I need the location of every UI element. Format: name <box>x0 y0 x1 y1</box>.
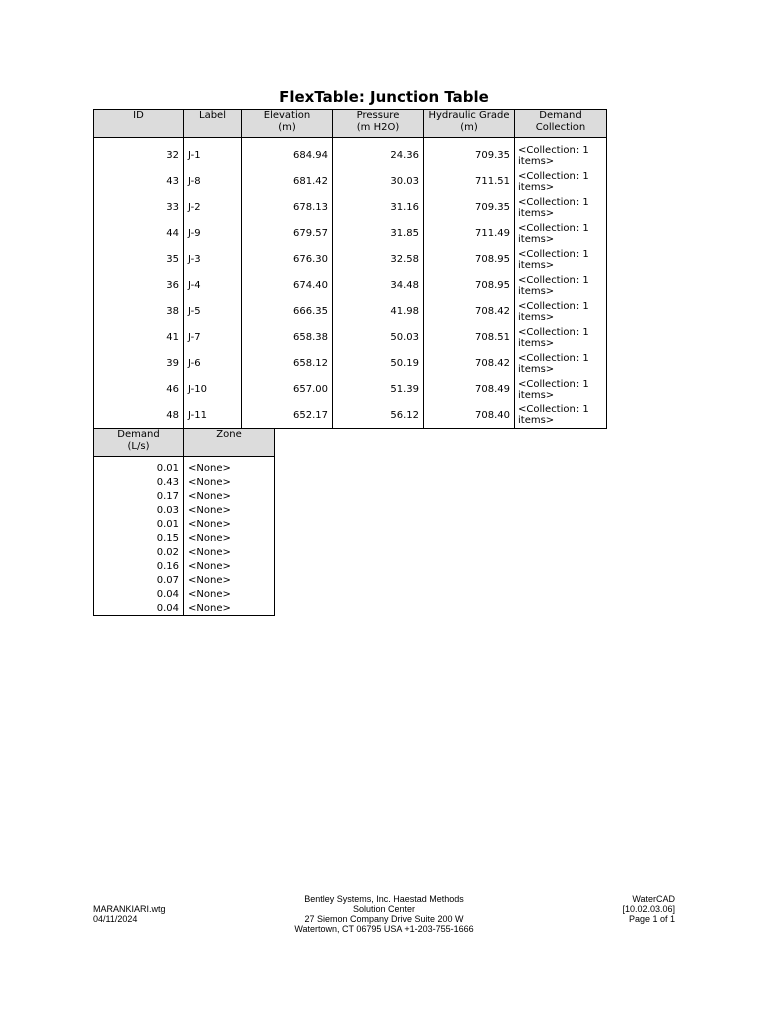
cell-zone: <None> <box>184 602 275 616</box>
cell-pressure: 50.03 <box>333 325 424 351</box>
table-row <box>94 351 607 377</box>
cell-hydraulic-grade: 709.35 <box>424 195 515 221</box>
table-row <box>94 169 607 195</box>
header-pressure: Pressure (m H2O) <box>333 110 424 138</box>
cell-demand-collection: <Collection: 1 items> <box>515 247 607 273</box>
cell-demand-collection: <Collection: 1 items> <box>515 195 607 221</box>
footer-company-line: Watertown, CT 06795 USA +1-203-755-1666 <box>294 924 474 934</box>
cell-hydraulic-grade: 708.42 <box>424 299 515 325</box>
cell-elevation: 679.57 <box>242 221 333 247</box>
cell-demand: 0.07 <box>94 574 184 588</box>
table-row <box>94 195 607 221</box>
cell-demand: 0.04 <box>94 602 184 616</box>
cell-hydraulic-grade: 708.95 <box>424 273 515 299</box>
cell-demand-collection: <Collection: 1 items> <box>515 377 607 403</box>
header-id: ID <box>94 110 184 138</box>
footer-company-line: 27 Siemon Company Drive Suite 200 W <box>304 914 464 924</box>
cell-demand: 0.43 <box>94 476 184 490</box>
cell-zone: <None> <box>184 560 275 574</box>
cell-id: 44 <box>94 221 184 247</box>
cell-demand: 0.15 <box>94 532 184 546</box>
cell-pressure: 31.85 <box>333 221 424 247</box>
cell-pressure: 32.58 <box>333 247 424 273</box>
cell-demand: 0.04 <box>94 588 184 602</box>
cell-elevation: 658.38 <box>242 325 333 351</box>
header-label: Label <box>184 110 242 138</box>
cell-demand: 0.17 <box>94 490 184 504</box>
cell-elevation: 658.12 <box>242 351 333 377</box>
table-row <box>94 560 275 574</box>
cell-label: J-3 <box>184 247 242 273</box>
cell-label: J-2 <box>184 195 242 221</box>
cell-pressure: 34.48 <box>333 273 424 299</box>
cell-zone: <None> <box>184 532 275 546</box>
table-row <box>94 546 275 560</box>
cell-elevation: 678.13 <box>242 195 333 221</box>
cell-hydraulic-grade: 711.49 <box>424 221 515 247</box>
footer-company-line: Solution Center <box>352 904 416 914</box>
cell-hydraulic-grade: 708.49 <box>424 377 515 403</box>
cell-label: J-7 <box>184 325 242 351</box>
table-row <box>94 476 275 490</box>
table-row <box>94 490 275 504</box>
header-demand: Demand (L/s) <box>94 429 184 457</box>
table-row <box>94 588 275 602</box>
cell-pressure: 24.36 <box>333 138 424 169</box>
cell-zone: <None> <box>184 574 275 588</box>
demand-zone-table <box>93 428 275 616</box>
cell-elevation: 674.40 <box>242 273 333 299</box>
cell-demand: 0.16 <box>94 560 184 574</box>
cell-id: 38 <box>94 299 184 325</box>
cell-id: 35 <box>94 247 184 273</box>
cell-demand-collection: <Collection: 1 items> <box>515 325 607 351</box>
footer-product: WaterCAD <box>632 894 675 904</box>
cell-demand: 0.03 <box>94 504 184 518</box>
cell-id: 33 <box>94 195 184 221</box>
cell-label: J-6 <box>184 351 242 377</box>
cell-pressure: 56.12 <box>333 403 424 429</box>
cell-zone: <None> <box>184 518 275 532</box>
cell-hydraulic-grade: 709.35 <box>424 138 515 169</box>
cell-pressure: 51.39 <box>333 377 424 403</box>
cell-demand-collection: <Collection: 1 items> <box>515 138 607 169</box>
header-elevation: Elevation (m) <box>242 110 333 138</box>
cell-elevation: 666.35 <box>242 299 333 325</box>
table-row <box>94 299 607 325</box>
cell-hydraulic-grade: 711.51 <box>424 169 515 195</box>
cell-pressure: 30.03 <box>333 169 424 195</box>
footer-product-info <box>560 894 675 924</box>
cell-label: J-11 <box>184 403 242 429</box>
table-row <box>94 377 607 403</box>
cell-demand-collection: <Collection: 1 items> <box>515 169 607 195</box>
table-row <box>94 457 275 476</box>
cell-elevation: 652.17 <box>242 403 333 429</box>
cell-pressure: 31.16 <box>333 195 424 221</box>
cell-id: 41 <box>94 325 184 351</box>
cell-demand-collection: <Collection: 1 items> <box>515 273 607 299</box>
table-row <box>94 138 607 169</box>
cell-id: 43 <box>94 169 184 195</box>
cell-zone: <None> <box>184 457 275 476</box>
table-row <box>94 273 607 299</box>
cell-demand-collection: <Collection: 1 items> <box>515 351 607 377</box>
cell-hydraulic-grade: 708.95 <box>424 247 515 273</box>
footer-date: 04/11/2024 <box>93 914 138 924</box>
cell-zone: <None> <box>184 476 275 490</box>
cell-pressure: 50.19 <box>333 351 424 377</box>
cell-zone: <None> <box>184 546 275 560</box>
cell-demand-collection: <Collection: 1 items> <box>515 221 607 247</box>
footer-company-line: Bentley Systems, Inc. Haestad Methods <box>304 894 464 904</box>
cell-hydraulic-grade: 708.42 <box>424 351 515 377</box>
cell-pressure: 41.98 <box>333 299 424 325</box>
table-row <box>94 504 275 518</box>
cell-hydraulic-grade: 708.51 <box>424 325 515 351</box>
page-title: FlexTable: Junction Table <box>279 88 489 106</box>
cell-id: 46 <box>94 377 184 403</box>
cell-label: J-1 <box>184 138 242 169</box>
header-hydraulic-grade: Hydraulic Grade (m) <box>424 110 515 138</box>
cell-label: J-10 <box>184 377 242 403</box>
cell-label: J-5 <box>184 299 242 325</box>
cell-demand-collection: <Collection: 1 items> <box>515 299 607 325</box>
cell-id: 32 <box>94 138 184 169</box>
cell-label: J-9 <box>184 221 242 247</box>
header-zone: Zone <box>184 429 275 457</box>
cell-demand-collection: <Collection: 1 items> <box>515 403 607 429</box>
table-row <box>94 325 607 351</box>
cell-elevation: 676.30 <box>242 247 333 273</box>
table-row <box>94 532 275 546</box>
table-row <box>94 403 607 429</box>
cell-label: J-8 <box>184 169 242 195</box>
table-row <box>94 221 607 247</box>
footer-page-number: Page 1 of 1 <box>628 914 675 924</box>
cell-label: J-4 <box>184 273 242 299</box>
cell-zone: <None> <box>184 490 275 504</box>
cell-demand: 0.01 <box>94 457 184 476</box>
footer-version: [10.02.03.06] <box>622 904 675 914</box>
cell-id: 48 <box>94 403 184 429</box>
junction-table <box>93 109 607 429</box>
cell-id: 39 <box>94 351 184 377</box>
demand-zone-header-row <box>94 429 275 457</box>
cell-hydraulic-grade: 708.40 <box>424 403 515 429</box>
table-row <box>94 247 607 273</box>
cell-zone: <None> <box>184 588 275 602</box>
footer-filename: MARANKIARI.wtg <box>93 904 166 914</box>
cell-demand: 0.02 <box>94 546 184 560</box>
cell-elevation: 657.00 <box>242 377 333 403</box>
junction-table-header-row <box>94 110 607 138</box>
cell-elevation: 681.42 <box>242 169 333 195</box>
cell-id: 36 <box>94 273 184 299</box>
table-row <box>94 602 275 616</box>
cell-demand: 0.01 <box>94 518 184 532</box>
cell-zone: <None> <box>184 504 275 518</box>
cell-elevation: 684.94 <box>242 138 333 169</box>
header-demand-collection: Demand Collection <box>515 110 607 138</box>
table-row <box>94 574 275 588</box>
table-row <box>94 518 275 532</box>
